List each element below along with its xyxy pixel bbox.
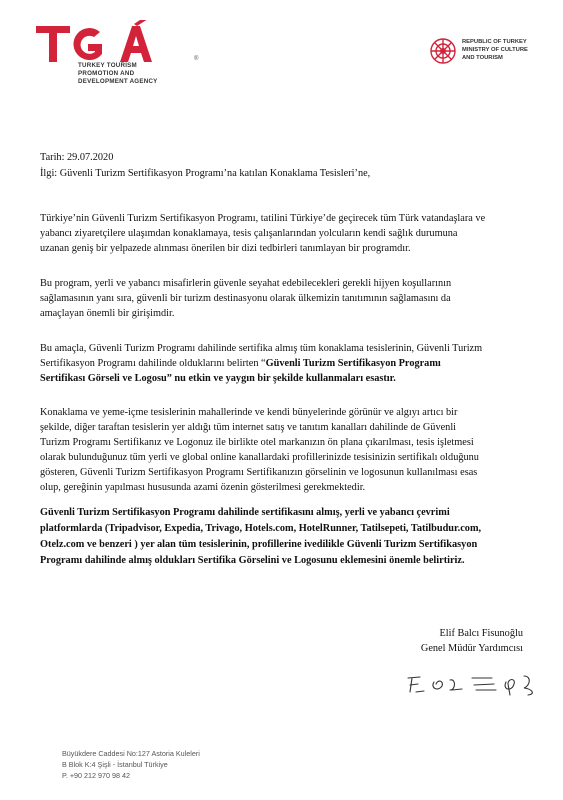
paragraph-5-line: Programı dahilinde almış oldukları Sertifika Görselini ve Logosunu eklemesini önemle belirtiriz. bbox=[40, 555, 465, 566]
paragraph-3-line: Bu amaçla, Güvenli Turizm Programı dahilinde sertifika almış tüm konaklama tesislerinin, Güvenli Turizm bbox=[40, 343, 483, 354]
tga-name-line: PROMOTION AND bbox=[78, 70, 135, 77]
letter-date: Tarih: 29.07.2020 bbox=[40, 152, 114, 163]
handwritten-signature bbox=[398, 668, 548, 698]
letter-subject: İlgi: Güvenli Turizm Sertifikasyon Programı’na katılan Konaklama Tesisleri’ne, bbox=[40, 168, 371, 179]
ministry-logo bbox=[428, 36, 548, 66]
tga-logo bbox=[34, 20, 204, 110]
paragraph-4-line: olarak bulunduğunuz tüm yerli ve global online kanallardaki profillerinizde tesisinizin sertifikalı olduğunu bbox=[40, 452, 479, 463]
footer-phone: P. +90 212 970 98 42 bbox=[62, 771, 131, 780]
ministry-name-line: AND TOURISM bbox=[462, 55, 503, 61]
footer-address-line: Büyükdere Caddesi No:127 Astoria Kuleleri bbox=[62, 749, 200, 758]
signature-icon bbox=[398, 668, 548, 698]
paragraph-2-line: sağlamasının yanı sıra, güvenli bir turizm destinasyonu olarak ülkemizin tanıtımının sağlamasını da bbox=[40, 293, 451, 304]
signer-name: Elif Balcı Fisunoğlu bbox=[439, 628, 523, 639]
paragraph-3-line bbox=[40, 356, 540, 371]
ministry-name-line: REPUBLIC OF TURKEY bbox=[462, 39, 527, 45]
tga-name-line: TURKEY TOURISM bbox=[78, 62, 137, 69]
paragraph-1-line: Türkiye’nin Güvenli Turizm Sertifikasyon Programı, tatilini Türkiye’de geçirecek tüm Türk vatandaşlara ve bbox=[40, 213, 486, 224]
paragraph-4-line: gösteren, Güvenli Turizm Sertifikasyon Programı Sertifikanızın görselinin ve logosunun kullanılması esas bbox=[40, 467, 478, 478]
paragraph-4-line: şekilde, diğer taraftan tesislerin yer aldığı tüm internet satış ve tanıtım kanalları dahilinde de Güvenli bbox=[40, 422, 457, 433]
ministry-name-line: MINISTRY OF CULTURE bbox=[462, 47, 528, 53]
paragraph-5-line: platformlarda (Tripadvisor, Expedia, Trivago, Hotels.com, HotelRunner, Tatilsepeti, Tatilbudur.com, bbox=[40, 523, 482, 534]
paragraph-5-line: Otelz.com ve benzeri ) yer alan tüm tesislerinin, profillerine ivedilikle Güvenli Turizm Sertifikasyon bbox=[40, 539, 478, 550]
paragraph-1-line: uzanan geniş bir yelpazede alınması önerilen bir dizi tedbirleri tanımlayan bir programdır. bbox=[40, 243, 411, 254]
paragraph-4-line: olup, gereğinin yapılması hususunda azami özenin gösterilmesi gerekmektedir. bbox=[40, 482, 366, 493]
footer-address-line: B Blok K:4 Şişli - İstanbul Türkiye bbox=[62, 760, 168, 769]
tga-name-line: DEVELOPMENT AGENCY bbox=[78, 78, 158, 85]
signer-title: Genel Müdür Yardımcısı bbox=[420, 643, 523, 654]
paragraph-3-line: Sertifikası Görseli ve Logosu” nu etkin ve yaygın bir şekilde kullanmaları esastır. bbox=[40, 373, 396, 384]
paragraph-1-line: yabancı ziyaretçilere ulaşımdan konaklamaya, tesis çalışanlarından yolcuların kendi sağlık durumuna bbox=[40, 228, 458, 239]
paragraph-2-line: Bu program, yerli ve yabancı misafirlerin güvenle seyahat edebilecekleri gerekli hijyen koşullarının bbox=[40, 278, 452, 289]
ministry-emblem-icon bbox=[428, 36, 458, 66]
paragraph-4-line: Turizm Programı Sertifikanız ve Logonuz ile birlikte otel markanızın ön plana çıkarılması, tesis işletmesi bbox=[40, 437, 474, 448]
paragraph-2-line: amaçlayan önemli bir girişimdir. bbox=[40, 308, 175, 319]
paragraph-5-line: Güvenli Turizm Sertifikasyon Programı dahilinde sertifikasını almış, yerli ve yabancı çevrimi bbox=[40, 507, 450, 518]
signer-block bbox=[421, 626, 523, 656]
paragraph-4-line: Konaklama ve yeme-içme tesislerinin mahallerinde ve kendi bünyelerinde görünür ve algıyı artıcı bir bbox=[40, 407, 458, 418]
paragraph-3-normal-text: Sertifikasyon Programı dahilinde olduklarını belirten “ bbox=[40, 358, 266, 369]
paragraph-3-bold-text: Güvenli Turizm Sertifikasyon Programı bbox=[265, 358, 441, 369]
svg-text:®: ® bbox=[194, 56, 199, 62]
